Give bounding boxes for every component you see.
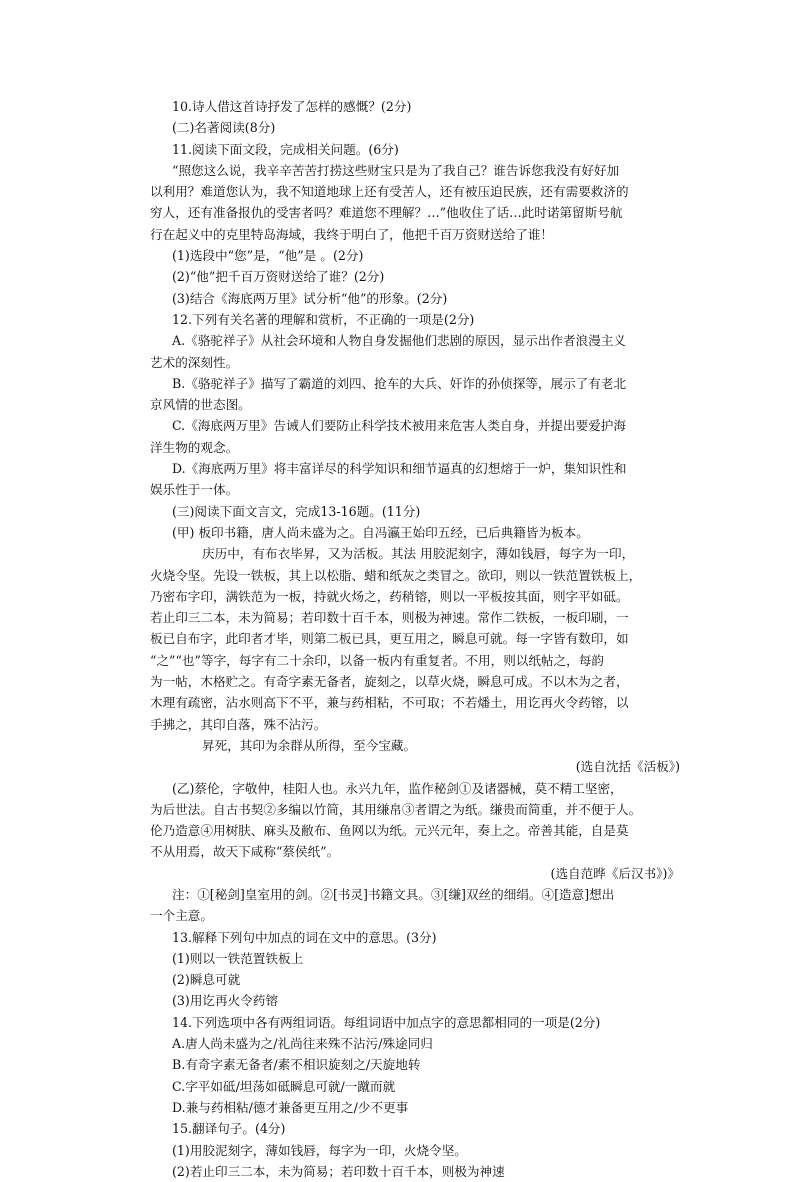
excerpt-line: 穷人，还有准备报仇的受害者吗？难道您不理解？…”他收住了话…此时诺第留斯号航	[150, 205, 623, 221]
document-body	[150, 96, 680, 1182]
passage-jia-line: 木理有疏密，沾水则高下不平，兼与药相粘，不可取；不若燔土，用讫再火令药镕，以	[150, 695, 629, 711]
section-heading-classics: (二)名著阅读(8分)	[172, 120, 276, 136]
question-14: 14.下列选项中各有两组词语。每组词语中加点字的意思都相同的一项是(2分)	[172, 1014, 601, 1030]
annotation-note: 注：①[秘剑]皇室用的剑。②[书灵]书籍文具。③[缣]双丝的细绢。④[造意]想出	[172, 886, 615, 902]
option-c: C.《海底两万里》告诫人们要防止科学技术被用来危害人类自身，并提出要爱护海	[172, 418, 626, 434]
question-13: 13.解释下列句中加点的词在文中的意思。(3分)	[172, 929, 437, 945]
option-b: B.有奇字素无备者/素不相识旋刻之/天旋地转	[172, 1057, 421, 1073]
question-11: 11.阅读下面文段，完成相关问题。(6分)	[172, 141, 399, 157]
sub-question: (1)则以一铁范置铁板上	[172, 950, 304, 966]
sub-question: (1)选段中“您”是，“他”是 。(2分)	[172, 248, 364, 264]
sub-question: (3)用讫再火令药镕	[172, 993, 278, 1009]
option-c: C.字平如砥/坦荡如砥瞬息可就/一蹴而就	[172, 1078, 396, 1094]
sub-question: (1)用胶泥刻字，薄如钱唇，每字为一印，火烧令坚。	[172, 1142, 467, 1158]
passage-jia-line: 昇死，其印为余群从所得，至今宝藏。	[202, 737, 417, 753]
question-12: 12.下列有关名著的理解和赏析，不正确的一项是(2分)	[172, 311, 475, 327]
option-d: D.兼与药相粘/德才兼备更互用之/少不更事	[172, 1099, 409, 1115]
option-d: D.《海底两万里》将丰富详尽的科学知识和细节逼真的幻想熔于一炉，集知识性和	[172, 461, 627, 477]
sub-question: (2)瞬息可就	[172, 972, 241, 988]
passage-yi-line: (乙)蔡伦，字敬仲，桂阳人也。永兴九年，监作秘剑①及诸器械，莫不精工坚密，	[172, 780, 623, 796]
section-heading-classical: (三)阅读下面文言文，完成13-16题。(11分)	[172, 503, 421, 519]
option-b: B.《骆驼祥子》描写了霸道的刘四、抢车的大兵、奸诈的孙侦探等，展示了有老北	[172, 375, 627, 391]
passage-jia-line: 火烧令坚。先设一铁板，其上以松脂、蜡和纸灰之类冒之。欲印，则以一铁范置铁板上，	[150, 567, 642, 583]
source-citation-yi: (选自范晔《后汉书》)》	[550, 865, 680, 881]
passage-yi-line: 伦乃造意④用树肤、麻头及敝布、鱼网以为纸。元兴元年，奏上之。帝善其能，自是莫	[150, 823, 629, 839]
passage-yi-line: 不从用焉，故天下咸称“蔡侯纸”。	[150, 844, 340, 860]
annotation-note-cont: 一个主意。	[150, 908, 213, 924]
passage-jia-line: 庆历中，有布衣毕昇，又为活板。其法 用胶泥刻字，薄如钱唇，每字为一印，	[202, 546, 635, 562]
passage-jia-line: 乃密布字印，满铁范为一板，持就火炀之，药稍镕，则以一平板按其面，则字平如砥。	[150, 588, 629, 604]
question-10: 10.诗人借这首诗抒发了怎样的感慨？(2分)	[172, 99, 412, 114]
sub-question: (3)结合《海底两万里》试分析“他”的形象。(2分)	[172, 290, 448, 306]
option-c-cont: 洋生物的观念。	[150, 439, 239, 455]
excerpt-line: “照您这么说，我辛辛苦苦打捞这些财宝只是为了我自己？谁告诉您我没有好好加	[172, 162, 620, 178]
passage-jia-line: 为一帖，木格贮之。有奇字素无备者，旋刻之，以草火烧，瞬息可成。不以木为之者，	[150, 674, 629, 690]
excerpt-line: 行在起义中的克里特岛海域，我终于明白了，他把千百万资财送给了谁！	[150, 226, 553, 242]
option-d-cont: 娱乐性于一体。	[150, 482, 239, 498]
source-citation-jia: (选自沈括《活板》)	[575, 759, 680, 775]
option-b-cont: 京风情的世态图。	[150, 397, 251, 413]
passage-jia-line: 若止印三二本，未为简易；若印数十百千本，则极为神速。常作二铁板，一板印刷，一	[150, 610, 629, 626]
option-a-cont: 艺术的深刻性。	[150, 354, 239, 370]
passage-jia-line: “之”“也”等字，每字有二十余印，以备一板内有重复者。不用，则以纸帖之，每韵	[150, 652, 604, 668]
excerpt-line: 以利用？难道您认为，我不知道地球上还有受苦人，还有被压迫民族，还有需要救济的	[150, 184, 629, 200]
passage-jia-line: 手拂之，其印自落，殊不沾污。	[150, 716, 327, 732]
passage-jia-line: 板已自布字，此印者才毕，则第二板已具，更互用之，瞬息可就。每一字皆有数印，如	[150, 631, 629, 647]
passage-jia-line: (甲) 板印书籍，唐人尚未盛为之。自冯瀛王始印五经，已后典籍皆为板本。	[172, 524, 589, 540]
option-a: A.唐人尚未盛为之/礼尚往来殊不沾污/殊途同归	[172, 1036, 433, 1052]
sub-question: (2)“他”把千百万资财送给了谁？(2分)	[172, 269, 385, 285]
sub-question: (2)若止印三二本，未为简易；若印数十百千本，则极为神速	[172, 1163, 505, 1179]
option-a: A.《骆驼祥子》从社会环境和人物自身发掘他们悲剧的原因，显示出作者浪漫主义	[172, 333, 626, 349]
passage-yi-line: 为后世法。自古书契②多编以竹简，其用缣帛③者谓之为纸。缣贵而简重，并不便于人。	[150, 801, 642, 817]
question-15: 15.翻译句子。(4分)	[172, 1121, 286, 1137]
